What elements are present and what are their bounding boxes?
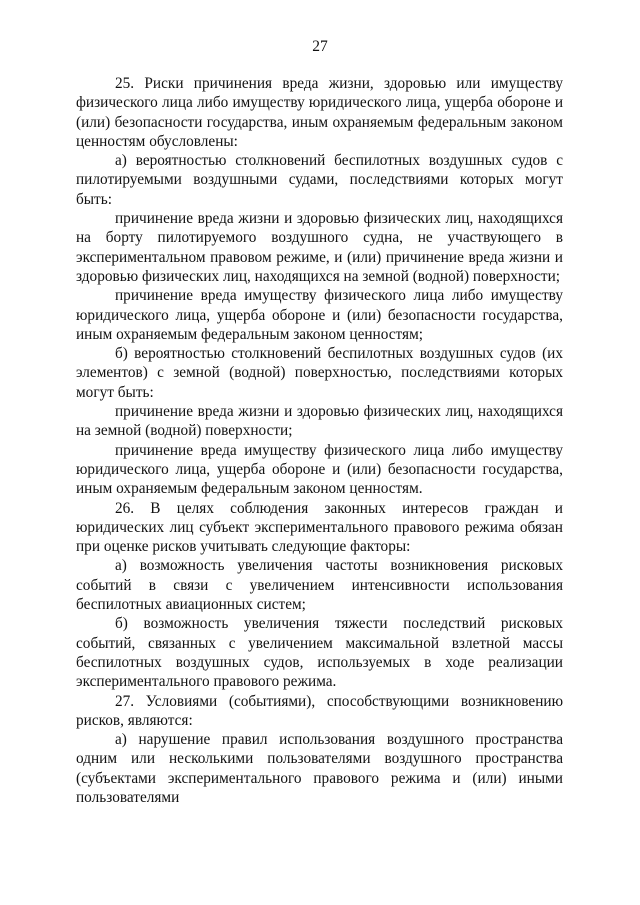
paragraph-26-b: б) возможность увеличения тяжести последствий рисковых событий, связанных с увеличением максимальной взлетной массы беспилотных воздушных судов, используемых в ходе реализации экспериментального правового режима.: [76, 615, 563, 691]
paragraph-25-a-item-2: причинение вреда имуществу физического лица либо имуществу юридического лица, ущерба обороне и (или) безопасности государства, иным охраняемым федеральным законом ценностям;: [76, 287, 563, 343]
paragraph-26-intro: 26. В целях соблюдения законных интересов граждан и юридических лиц субъект экспериментального правового режима обязан при оценке рисков учитывать следующие факторы:: [76, 499, 563, 556]
document-body: [76, 74, 563, 807]
paragraph-26-a: а) возможность увеличения частоты возникновения рисковых событий в связи с увеличением интенсивности использования беспилотных авиационных систем;: [76, 557, 563, 614]
paragraph-27-intro: 27. Условиями (событиями), способствующими возникновению рисков, являются:: [76, 692, 563, 729]
paragraph-27-a: а) нарушение правил использования воздушного пространства одним или несколькими пользователями воздушного пространства (субъектами экспериментального правового режима и (или) иными пользователями: [76, 731, 563, 806]
paragraph-25-b: б) вероятностью столкновений беспилотных воздушных судов (их элементов) с земной (водной) поверхностью, последствиями которых могут быть:: [76, 345, 563, 401]
paragraph-25-intro: 25. Риски причинения вреда жизни, здоровью или имуществу физического лица либо имуществу юридического лица, ущерба обороне и (или) безопасности государства, иным охраняемым федеральным законом ценностям обусловлены:: [76, 75, 563, 150]
paragraph-25-b-item-2: причинение вреда имуществу физического лица либо имуществу юридического лица, ущерба обороне и (или) безопасности государства, иным охраняемым федеральным законом ценностям.: [76, 441, 563, 498]
paragraph-25-a-item-1: причинение вреда жизни и здоровью физических лиц, находящихся на борту пилотируемого воздушного судна, не участвующего в экспериментальном правовом режиме, и (или) причинение вреда жизни и здоровью физических лиц, находящихся на земной (водной) поверхности;: [76, 210, 563, 285]
page-number: 27: [312, 38, 328, 55]
paragraph-25-a: а) вероятностью столкновений беспилотных воздушных судов с пилотируемыми воздушными судами, последствиями которых могут быть:: [76, 152, 563, 208]
paragraph-25-b-item-1: причинение вреда жизни и здоровью физических лиц, находящихся на земной (водной) поверхности;: [76, 403, 563, 440]
